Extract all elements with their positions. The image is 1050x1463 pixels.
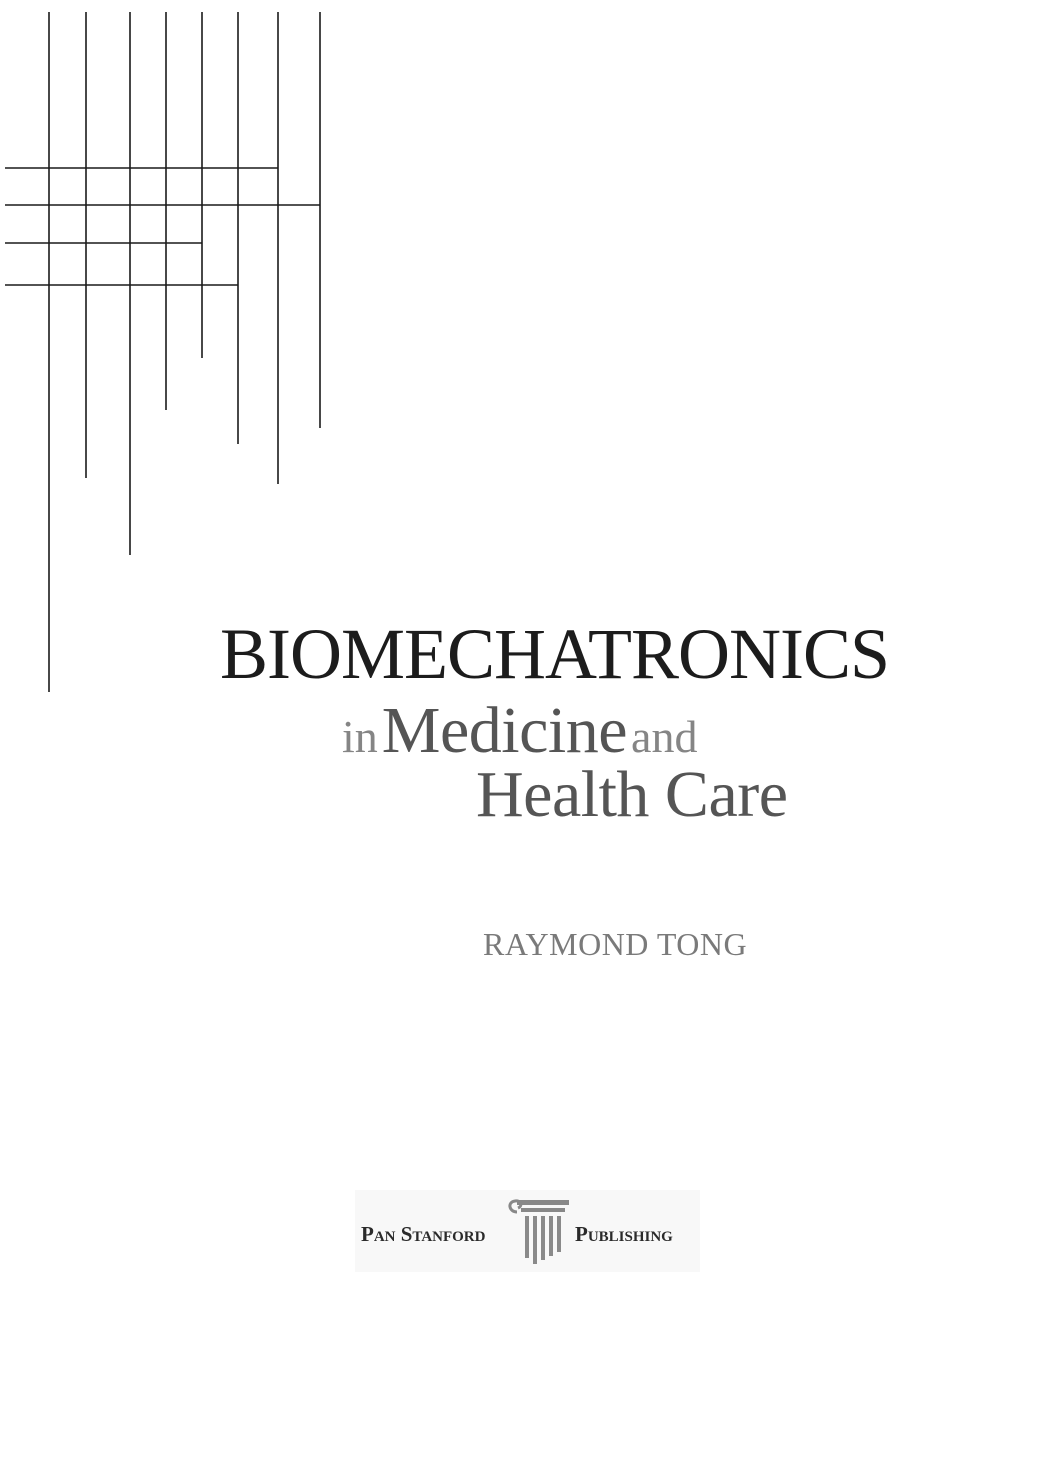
title-word-and: and [631, 711, 698, 762]
decorative-grid-lines [0, 0, 330, 700]
author-name: RAYMOND TONG [483, 926, 748, 962]
book-title-line3: Health Care [476, 758, 788, 831]
publisher-name-right: Publishing [575, 1222, 673, 1246]
column-pillar-icon [503, 1194, 573, 1268]
title-word-medicine: Medicine [381, 694, 628, 767]
publisher-logo-block [355, 1190, 700, 1272]
publisher-name-left: Pan Stanford [361, 1222, 486, 1246]
book-title-main: BIOMECHATRONICS [220, 614, 890, 694]
title-word-in: in [342, 711, 378, 762]
